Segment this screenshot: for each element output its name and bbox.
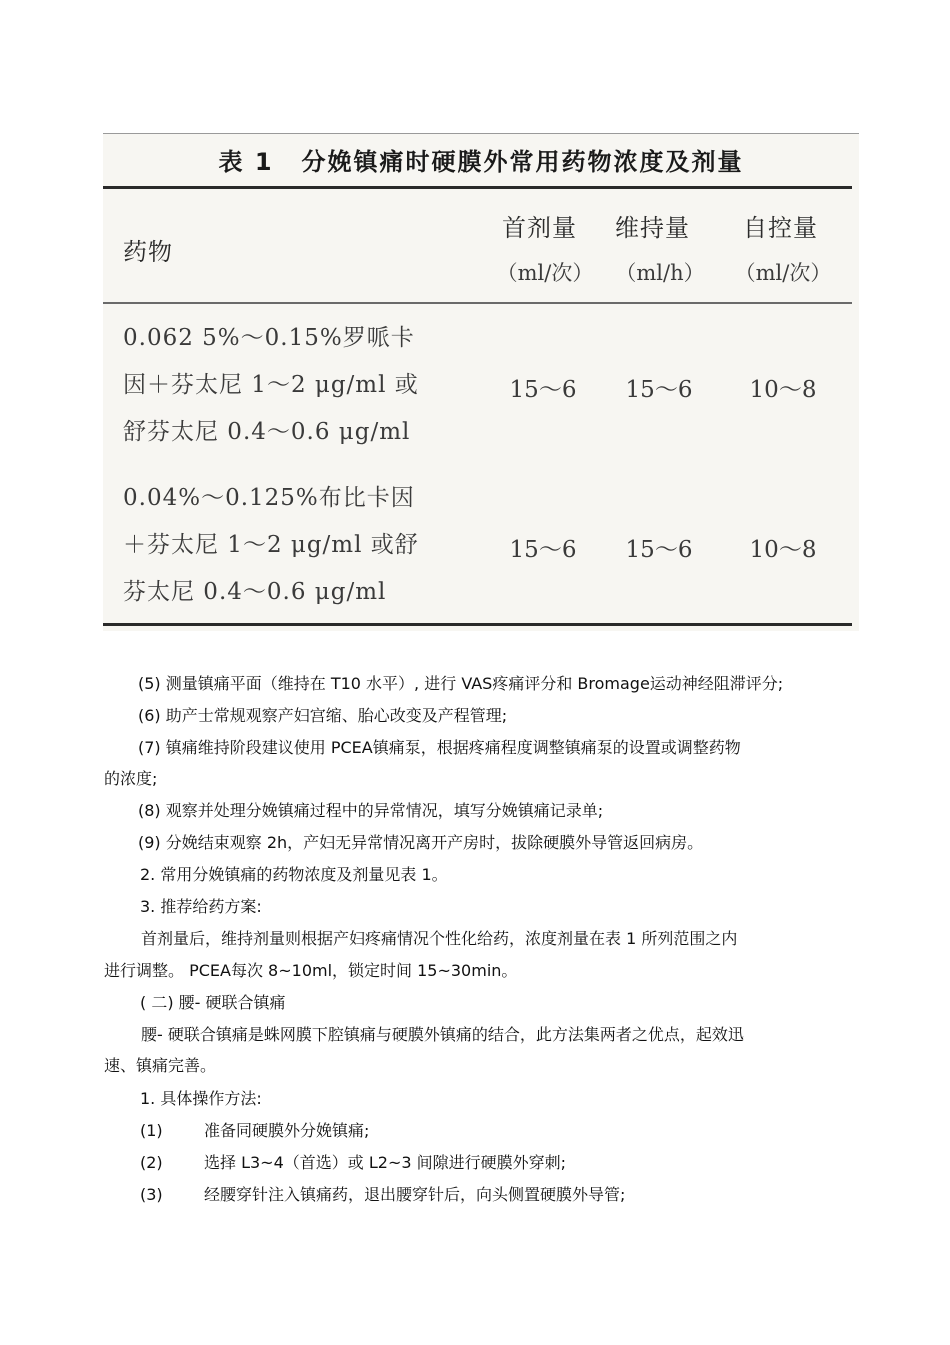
header-pca-unit: （ml/次） [734, 261, 832, 285]
section-2: 2. 常用分娩镇痛的药物浓度及剂量见表 1。 [140, 865, 448, 884]
row-2-drug-line-2: ＋芬太尼 1～2 μg/ml 或舒 [123, 532, 419, 558]
item-9: (9) 分娩结束观察 2h，产妇无异常情况离开产房时，拔除硬膜外导管返回病房。 [138, 833, 704, 852]
row-1-pca: 10～8 [749, 377, 817, 403]
row-1-drug-line-2: 因＋芬太尼 1～2 μg/ml 或 [123, 372, 419, 398]
row-1-drug-line-1: 0.062 5%～0.15%罗哌卡 [123, 325, 415, 351]
op-1: 准备同硬膜外分娩镇痛; [204, 1121, 370, 1140]
intro-line-1: 腰- 硬联合镇痛是蛛网膜下腔镇痛与硬膜外镇痛的结合，此方法集两者之优点，起效迅 [141, 1025, 744, 1044]
row-2-drug-line-1: 0.04%～0.125%布比卡因 [123, 485, 415, 511]
table-number: 表 1 [218, 148, 274, 176]
row-2-pca: 10～8 [749, 537, 817, 563]
item-7: (7) 镇痛维持阶段建议使用 PCEA镇痛泵，根据疼痛程度调整镇痛泵的设置或调整药物 [138, 738, 741, 757]
header-initial-unit: （ml/次） [496, 261, 594, 285]
top-rule [103, 186, 852, 189]
section-3: 3. 推荐给药方案: [140, 897, 262, 916]
plan-line-1: 首剂量后，维持剂量则根据产妇疼痛情况个性化给药，浓度剂量在表 1 所列范围之内 [141, 929, 738, 948]
op-2-number: (2) [140, 1153, 163, 1172]
header-maintenance-unit: （ml/h） [615, 261, 705, 285]
header-pca-dose: 自控量 [743, 214, 818, 242]
header-maintenance-dose: 维持量 [615, 214, 690, 242]
header-rule [103, 302, 852, 304]
item-7-cont: 的浓度; [104, 769, 158, 788]
row-1-drug-line-3: 舒芬太尼 0.4～0.6 μg/ml [123, 419, 411, 445]
row-1-maintenance: 15～6 [625, 377, 693, 403]
item-8: (8) 观察并处理分娩镇痛过程中的异常情况，填写分娩镇痛记录单; [138, 801, 604, 820]
op-3: 经腰穿针注入镇痛药，退出腰穿针后，向头侧置硬膜外导管; [204, 1185, 626, 1204]
section-heading-2: ( 二) 腰- 硬联合镇痛 [140, 993, 286, 1012]
row-2-drug-line-3: 芬太尼 0.4～0.6 μg/ml [123, 579, 387, 605]
header-drug: 药物 [123, 238, 173, 266]
plan-line-2: 进行调整。 PCEA每次 8~10ml，锁定时间 15~30min。 [104, 961, 518, 980]
item-6: (6) 助产士常规观察产妇宫缩、胎心改变及产程管理; [138, 706, 508, 725]
op-2: 选择 L3~4（首选）或 L2~3 间隙进行硬膜外穿刺; [204, 1153, 567, 1172]
row-1-drug [123, 315, 473, 456]
table-figure [103, 133, 859, 631]
row-2-maintenance: 15～6 [625, 537, 693, 563]
op-3-number: (3) [140, 1185, 163, 1204]
row-2-drug [123, 475, 473, 616]
header-initial-dose: 首剂量 [502, 214, 577, 242]
intro-line-2: 速、镇痛完善。 [104, 1056, 217, 1075]
item-5: (5) 测量镇痛平面（维持在 T10 水平）, 进行 VAS疼痛评分和 Bromage运动神经阻滞评分; [138, 674, 784, 693]
table-caption: 分娩镇痛时硬膜外常用药物浓度及剂量 [301, 148, 744, 176]
table-title [103, 142, 859, 177]
row-1-initial: 15～6 [509, 377, 577, 403]
bottom-rule [103, 623, 852, 626]
op-1-number: (1) [140, 1121, 163, 1140]
operation-heading: 1. 具体操作方法: [140, 1089, 262, 1108]
row-2-initial: 15～6 [509, 537, 577, 563]
